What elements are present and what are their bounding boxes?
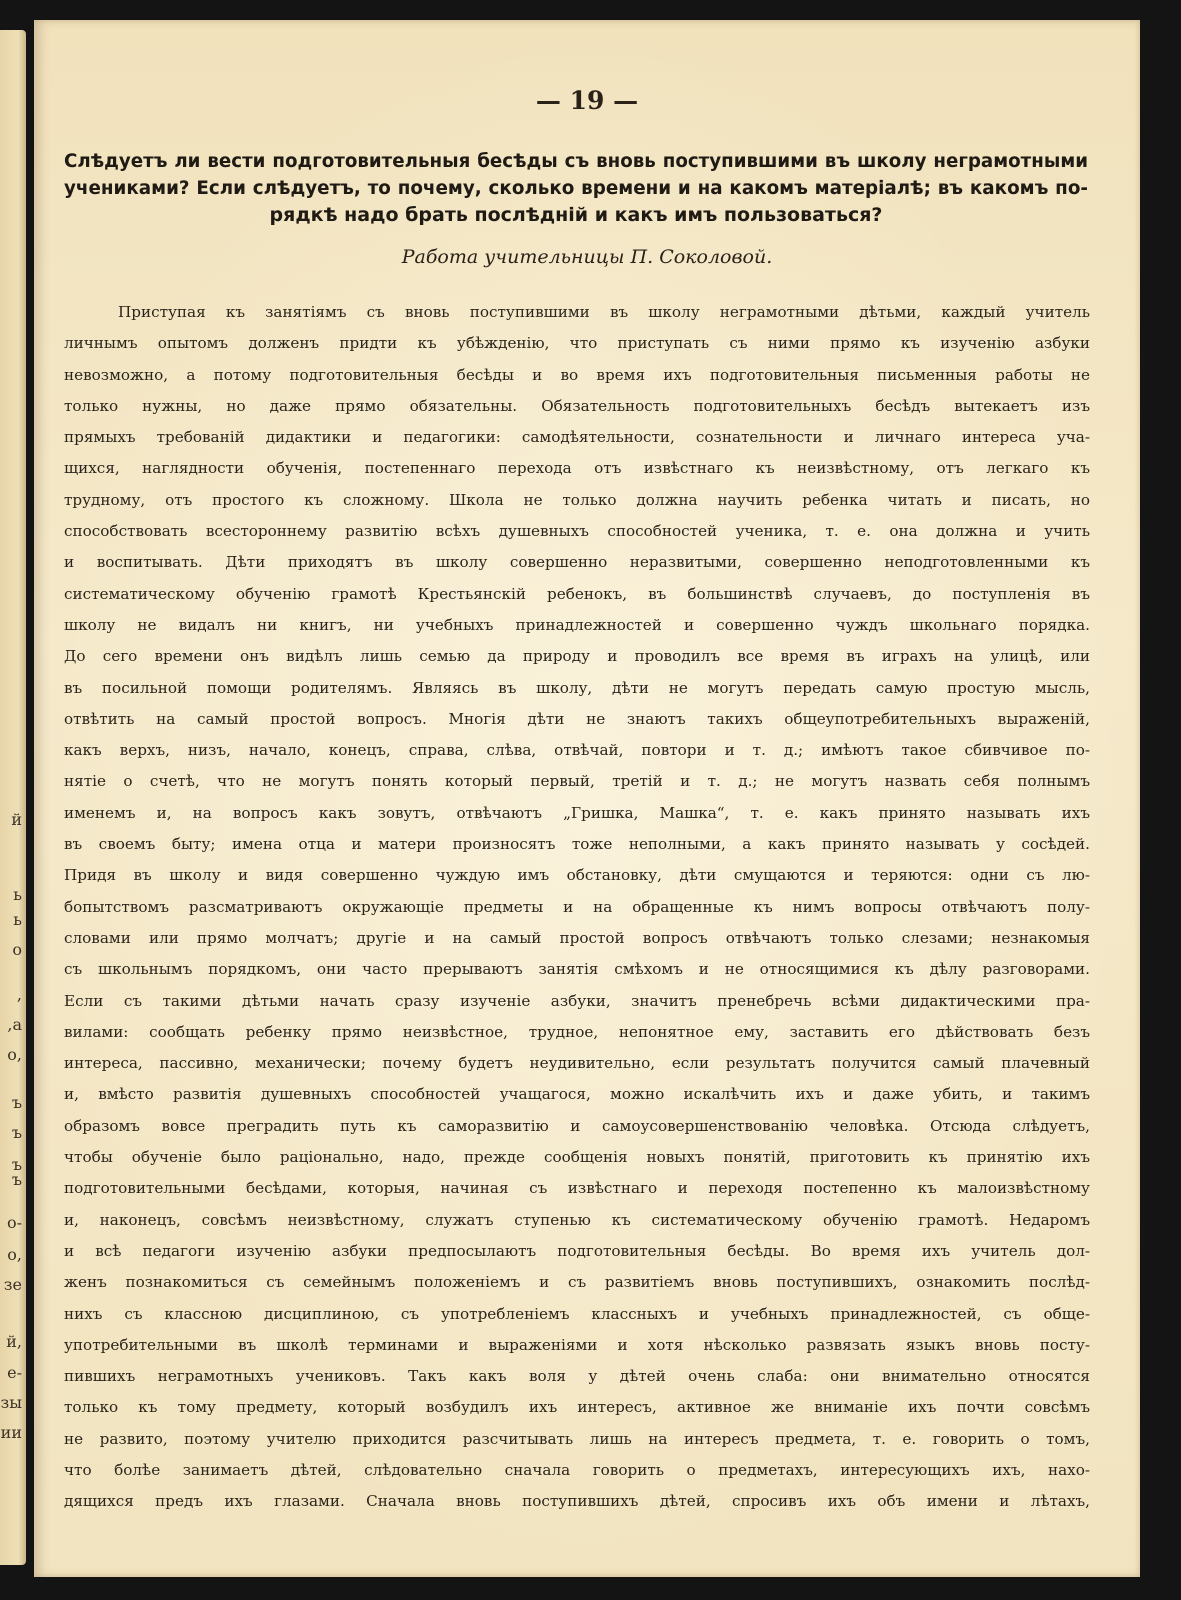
body-line: трудному, отъ простого къ сложному. Школа не только должна научить ребенка читать и писать, но [64,490,1090,509]
prev-page-fragment: , [16,985,22,1004]
body-line: женъ познакомиться съ семейнымъ положеніемъ и съ развитіемъ вновь поступившихъ, ознакомить послѣд- [64,1273,1090,1292]
body-line: только къ тому предмету, который возбудилъ ихъ интересъ, активное же вниманіе ихъ почти совсѣмъ [64,1398,1090,1417]
body-line: щихся, наглядности обученія, постепеннаго перехода отъ извѣстнаго къ неизвѣстному, отъ легкаго къ [64,459,1090,478]
document-page [34,20,1140,1577]
body-line: систематическому обученію грамотѣ Крестьянскій ребенокъ, въ большинствѣ случаевъ, до поступленія въ [64,584,1090,603]
prev-page-fragment: й, [6,1332,22,1351]
body-line: личнымъ опытомъ долженъ придти къ убѣжденію, что приступать съ ними прямо къ изученію азбуки [64,334,1090,353]
author-line: Работа учительницы П. Соколовой. [401,246,773,268]
body-line: интереса, пассивно, механически; почему будетъ неудивительно, если результатъ получится самый плачевный [64,1054,1090,1073]
body-line: дящихся предъ ихъ глазами. Сначала вновь поступившихъ дѣтей, спросивъ ихъ объ имени и лѣтахъ, [64,1492,1090,1511]
question-title-line: учениками? Если слѣдуетъ, то почему, сколько времени и на какомъ матеріалѣ; въ какомъ по- [64,178,1088,199]
prev-page-fragment: ъ [11,1123,22,1142]
body-line: Приступая къ занятіямъ съ вновь поступившими въ школу неграмотными дѣтьми, каждый учитель [118,303,1090,321]
body-line: только нужны, но даже прямо обязательны. Обязательность подготовительныхъ бесѣдъ вытекаетъ изъ [64,396,1090,415]
body-text [64,297,1090,1518]
body-line: пившихъ неграмотныхъ учениковъ. Такъ какъ воля у дѣтей очень слаба: они внимательно относятся [64,1367,1090,1386]
prev-page-fragment: й [11,810,22,829]
prev-page-fragment: ь [13,910,22,929]
body-line: нятіе о счетѣ, что не могутъ понять который первый, третій и т. д.; не могутъ назвать себя полнымъ [64,772,1090,791]
previous-page-edge [0,30,26,1565]
body-line: что болѣе занимаетъ дѣтей, слѣдовательно сначала говорить о предметахъ, интересующихъ ихъ, нахо- [64,1460,1090,1479]
prev-page-fragment: о, [7,1245,22,1264]
body-line: и всѣ педагоги изученію азбуки предпосылаютъ подготовительныя бесѣды. Во время ихъ учитель дол- [64,1241,1090,1260]
body-line: образомъ вовсе преградить путь къ саморазвитію и самоусовершенствованію человѣка. Отсюда слѣдуетъ, [64,1116,1090,1135]
prev-page-fragment: е- [7,1363,22,1382]
body-line: чтобы обученіе было раціонально, надо, прежде сообщенія новыхъ понятій, приготовить къ принятію ихъ [64,1148,1090,1167]
body-line: именемъ и, на вопросъ какъ зовутъ, отвѣчаютъ „Гришка, Машка“, т. е. какъ принято называть ихъ [64,803,1090,822]
page-number: — 19 — [535,86,639,115]
prev-page-fragment: ъ [11,1155,22,1174]
prev-page-fragment: ъ [11,1170,22,1189]
body-line: способствовать всестороннему развитію всѣхъ душевныхъ способностей ученика, т. е. она должна и учить [64,522,1090,541]
body-line: вилами: сообщать ребенку прямо неизвѣстное, трудное, непонятное ему, заставить его дѣйствовать безъ [64,1022,1090,1041]
prev-page-fragment: ъ [11,1093,22,1112]
body-line: До сего времени онъ видѣлъ лишь семью да природу и проводилъ все время въ играхъ на улицѣ, или [64,647,1090,666]
body-line: не развито, поэтому учителю приходится разсчитывать лишь на интересъ предмета, т. е. говорить о томъ, [64,1429,1090,1448]
body-line: подготовительными бесѣдами, которыя, начиная съ извѣстнаго и переходя постепенно къ малоизвѣстному [64,1179,1090,1198]
question-title-line: рядкѣ надо брать послѣдній и какъ имъ пользоваться? [269,204,883,226]
question-title-line: Слѣдуетъ ли вести подготовительныя бесѣды съ вновь поступившими въ школу неграмотными [64,151,1088,172]
body-line: и, наконецъ, совсѣмъ неизвѣстному, служатъ ступенью къ систематическому обученію грамотѣ. Недаромъ [64,1210,1090,1229]
body-line: какъ верхъ, низъ, начало, конецъ, справа, слѣва, отвѣчай, повтори и т. д.; имѣютъ такое сбивчивое по- [64,741,1090,760]
prev-page-fragment: зы [0,1393,22,1412]
prev-page-fragment: ии [0,1423,22,1442]
prev-page-fragment: о- [6,1213,22,1232]
body-line: словами или прямо молчатъ; другіе и на самый простой вопросъ отвѣчаютъ только слезами; незнакомыя [64,928,1090,947]
prev-page-fragment: зе [3,1275,22,1294]
question-title [64,148,1088,229]
body-line: невозможно, а потому подготовительныя бесѣды и во время ихъ подготовительныя письменныя работы не [64,365,1090,384]
prev-page-fragment: ь [13,885,22,904]
body-line: школу не видалъ ни книгъ, ни учебныхъ принадлежностей и совершенно чуждъ школьнаго порядка. [64,615,1090,634]
body-line: Если съ такими дѣтьми начать сразу изученіе азбуки, значитъ пренебречь всѣми дидактическими пра- [64,991,1090,1010]
body-line: и воспитывать. Дѣти приходятъ въ школу совершенно неразвитыми, совершенно неподготовленными къ [64,553,1090,572]
body-line: въ своемъ быту; имена отца и матери произносятъ тоже неполными, а какъ принято называть у сосѣдей. [64,835,1090,854]
body-line: прямыхъ требованій дидактики и педагогики: самодѣятельности, сознательности и личнаго интереса уча- [64,428,1090,447]
prev-page-fragment: ,а [7,1015,22,1034]
body-line: употребительными въ школѣ терминами и выраженіями и хотя нѣсколько развязать языкъ вновь посту- [64,1335,1090,1354]
body-line: въ посильной помощи родителямъ. Являясь въ школу, дѣти не могутъ передать самую простую мысль, [64,678,1090,697]
body-line: съ школьнымъ порядкомъ, они часто прерываютъ занятія смѣхомъ и не относящимися къ дѣлу разговорами. [64,960,1090,979]
prev-page-fragment: о, [7,1045,22,1064]
body-line: бопытствомъ разсматриваютъ окружающіе предметы и на обращенные къ нимъ вопросы отвѣчаютъ полу- [64,897,1090,916]
prev-page-fragment: о [12,940,22,959]
body-line: и, вмѣсто развитія душевныхъ способностей учащагося, можно искалѣчить ихъ и даже убить, и такимъ [64,1085,1090,1104]
body-line: Придя въ школу и видя совершенно чуждую имъ обстановку, дѣти смущаются и теряются: одни съ лю- [64,866,1090,885]
body-line: нихъ съ классною дисциплиною, съ употребленіемъ классныхъ и учебныхъ принадлежностей, съ обще- [64,1304,1090,1323]
body-line: отвѣтить на самый простой вопросъ. Многія дѣти не знаютъ такихъ общеупотребительныхъ выраженій, [64,709,1090,728]
